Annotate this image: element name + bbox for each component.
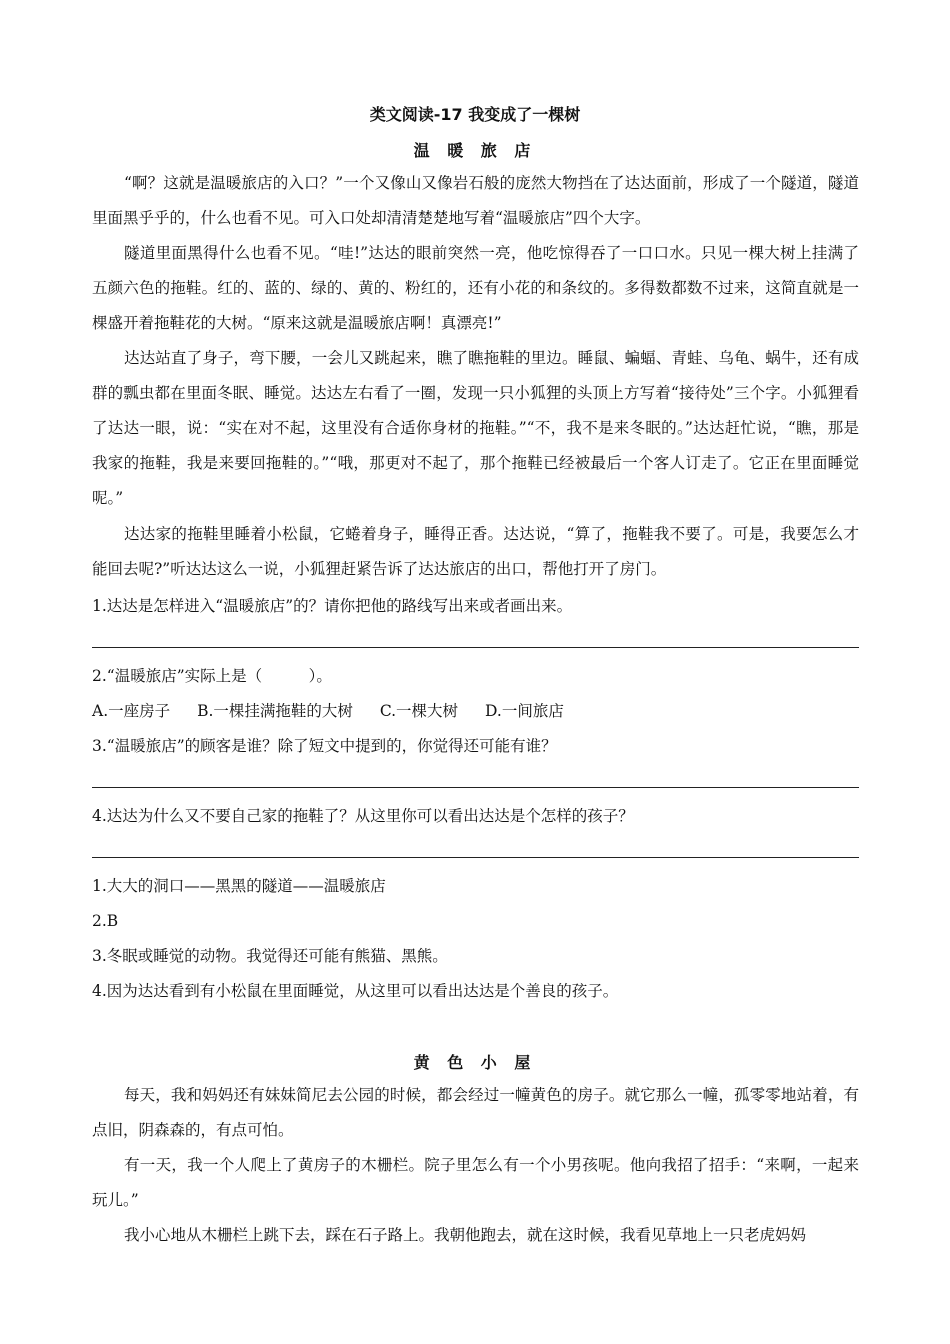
story-paragraph: 隧道里面黑得什么也看不见。“哇!”达达的眼前突然一亮，他吃惊得吞了一口口水。只见一棵大树上挂满了五颜六色的拖鞋。红的、蓝的、绿的、黄的、粉红的，还有小花的和条纹的。多得数都数不过来，这简直就是一棵盛开着拖鞋花的大树。“原来这就是温暖旅店啊！真漂亮!” [92,244,859,332]
answer-line [92,787,859,788]
option-b: B.一棵挂满拖鞋的大树 [197,702,353,720]
question-4: 4.达达为什么又不要自己家的拖鞋了？从这里你可以看出达达是个怎样的孩子？ [92,807,634,825]
answer-line [92,857,859,858]
answer-4: 4.因为达达看到有小松鼠在里面睡觉，从这里可以看出达达是个善良的孩子。 [92,982,619,1000]
section-title-yellow-house: 黄 色 小 屋 [413,1053,537,1072]
answer-2: 2.B [92,912,119,930]
answer-3: 3.冬眠或睡觉的动物。我觉得还可能有熊猫、黑熊。 [92,947,448,965]
answer-1: 1.大大的洞口——黑黑的隧道——温暖旅店 [92,877,386,895]
answer-line [92,647,859,648]
question-2-options [92,700,859,722]
section-title-warm-inn: 温 暖 旅 店 [413,141,537,160]
question-1: 1.达达是怎样进入“温暖旅店”的？请你把他的路线写出来或者画出来。 [92,597,573,615]
option-d: D.一间旅店 [485,702,564,720]
story-paragraph: 我小心地从木栅栏上跳下去，踩在石子路上。我朝他跑去，就在这时候，我看见草地上一只老虎妈妈 [124,1226,807,1244]
story-paragraph: 达达家的拖鞋里睡着小松鼠，它蜷着身子，睡得正香。达达说，“算了，拖鞋我不要了。可是，我要怎么才能回去呢?”听达达这么一说，小狐狸赶紧告诉了达达旅店的出口，帮他打开了房门。 [92,525,859,578]
story-paragraph: 每天，我和妈妈还有妹妹简尼去公园的时候，都会经过一幢黄色的房子。就它那么一幢，孤零零地站着，有点旧，阴森森的，有点可怕。 [92,1086,859,1139]
question-3: 3.“温暖旅店”的顾客是谁？除了短文中提到的，你觉得还可能有谁？ [92,737,557,755]
story-paragraph: “啊？这就是温暖旅店的入口？”一个又像山又像岩石般的庞然大物挡在了达达面前，形成了一个隧道，隧道里面黑乎乎的，什么也看不见。可入口处却清清楚楚地写着“温暖旅店”四个大字。 [92,174,859,227]
option-c: C.一棵大树 [379,702,459,720]
question-2: 2.“温暖旅店”实际上是（ ）。 [92,667,332,685]
story-paragraph: 有一天，我一个人爬上了黄房子的木栅栏。院子里怎么有一个小男孩呢。他向我招了招手：“来啊，一起来玩儿。” [92,1156,859,1209]
document-title: 类文阅读-17 我变成了一棵树 [369,105,581,124]
option-a: A.一座房子 [92,702,171,720]
story-paragraph: 达达站直了身子，弯下腰，一会儿又跳起来，瞧了瞧拖鞋的里边。睡鼠、蝙蝠、青蛙、乌龟、蜗牛，还有成群的瓢虫都在里面冬眠、睡觉。达达左右看了一圈，发现一只小狐狸的头顶上方写着“接待处”三个字。小狐狸看了达达一眼，说：“实在对不起，这里没有合适你身材的拖鞋。”“不，我不是来冬眠的。”达达赶忙说，“瞧，那是我家的拖鞋，我是来要回拖鞋的。”“哦，那更对不起了，那个拖鞋已经被最后一个客人订走了。它正在里面睡觉呢。” [92,349,859,507]
